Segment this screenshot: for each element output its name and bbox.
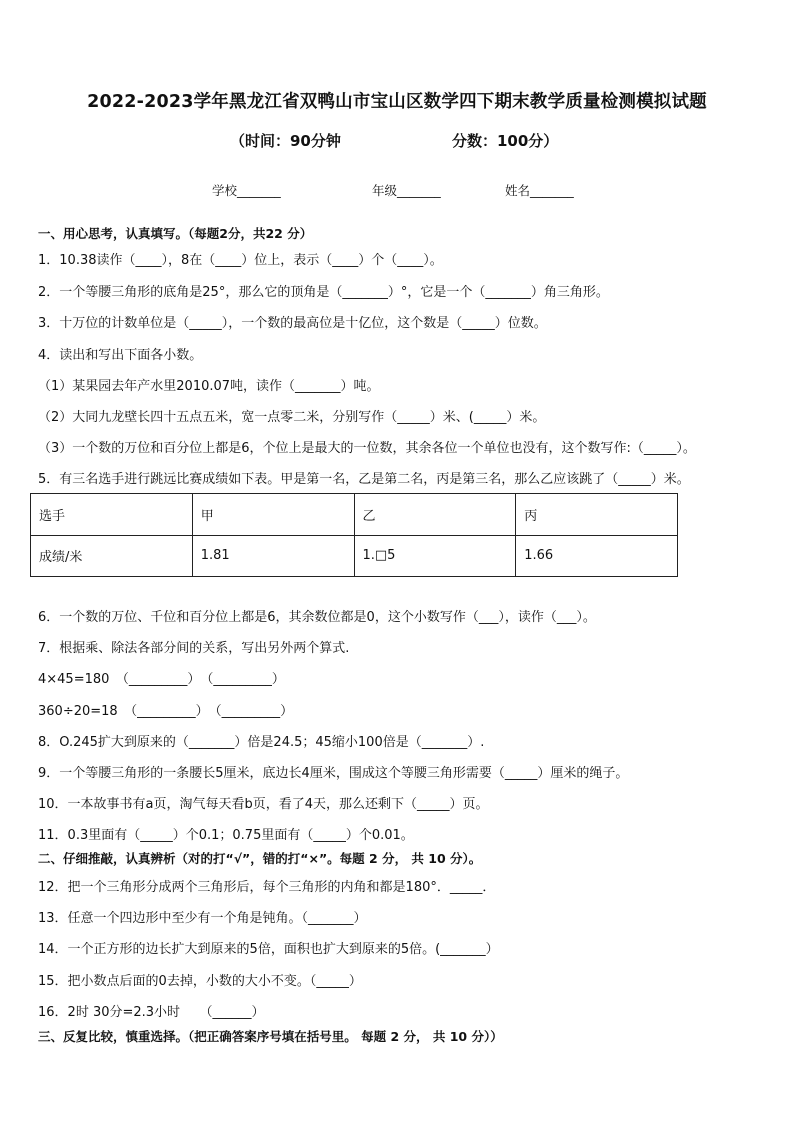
table-row — [31, 535, 678, 577]
question-16: 16．2时 30分=2.3小时 （______） — [38, 1005, 265, 1020]
exam-title: 2022-2023学年黑龙江省双鸭山市宝山区数学四下期末教学质量检测模拟试题 — [87, 92, 707, 112]
question-1: 1．10.38读作（____），8在（____）位上，表示（____）个（____）。 — [38, 253, 443, 268]
section-1-heading: 一、用心思考，认真填写。（每题2分，共22 分） — [38, 226, 313, 241]
question-4: 4．读出和写出下面各小数。 — [38, 348, 203, 363]
exam-time: （时间：90分钟 — [230, 132, 341, 150]
question-7-equation-a: 4×45=180 （_________） （_________） — [38, 672, 285, 687]
question-4-part-2: （2）大同九龙壁长四十五点五米，宽一点零二米，分别写作（_____）米、(_____）米。 — [38, 410, 546, 425]
table-header-cell: 乙 — [354, 494, 516, 536]
question-7-equation-b: 360÷20=18 （_________） （_________） — [38, 704, 294, 719]
name-field: 姓名_______ — [505, 183, 574, 198]
grade-field: 年级_______ — [372, 183, 441, 198]
scores-table — [30, 493, 678, 577]
table-cell: 成绩/米 — [31, 535, 193, 577]
question-13: 13．任意一个四边形中至少有一个角是钝角。（_______） — [38, 911, 367, 926]
table-header-cell: 丙 — [516, 494, 678, 536]
exam-score: 分数：100分） — [452, 132, 559, 150]
question-3: 3．十万位的计数单位是（_____），一个数的最高位是十亿位，这个数是（_____）位数。 — [38, 316, 547, 331]
question-9: 9．一个等腰三角形的一条腰长5厘米，底边长4厘米，围成这个等腰三角形需要（_____）厘米的绳子。 — [38, 766, 629, 781]
question-4-part-3: （3）一个数的万位和百分位上都是6，个位上是最大的一位数，其余各位一个单位也没有，这个数写作:（_____）。 — [38, 441, 696, 456]
question-8: 8．O.245扩大到原来的（_______）倍是24.5；45缩小100倍是（_______）. — [38, 735, 485, 750]
section-2-heading: 二、仔细推敲，认真辨析（对的打“√”，错的打“×”。每题 2 分， 共 10 分）。 — [38, 851, 482, 866]
school-field: 学校_______ — [212, 183, 281, 198]
table-header-cell: 甲 — [192, 494, 354, 536]
table-cell: 1.66 — [516, 535, 678, 577]
question-14: 14．一个正方形的边长扩大到原来的5倍，面积也扩大到原来的5倍。(_______） — [38, 942, 499, 957]
table-cell: 1.□5 — [354, 535, 516, 577]
section-3-heading: 三、反复比较，慎重选择。（把正确答案序号填在括号里。 每题 2 分， 共 10 分）） — [38, 1029, 503, 1044]
question-4-part-1: （1）某果园去年产水里2010.07吨，读作（_______）吨。 — [38, 379, 380, 394]
table-header-cell: 选手 — [31, 494, 193, 536]
question-12: 12．把一个三角形分成两个三角形后，每个三角形的内角和都是180°．_____． — [38, 880, 496, 895]
question-15: 15．把小数点后面的0去掉，小数的大小不变。（_____） — [38, 974, 362, 989]
question-11: 11．0.3里面有（_____）个0.1；0.75里面有（_____）个0.01。 — [38, 828, 414, 843]
question-10: 10．一本故事书有a页，淘气每天看b页，看了4天，那么还剩下（_____）页。 — [38, 797, 489, 812]
question-7: 7．根据乘、除法各部分间的关系，写出另外两个算式. — [38, 641, 350, 656]
question-6: 6．一个数的万位、千位和百分位上都是6，其余数位都是0，这个小数写作（___），读作（___）。 — [38, 610, 596, 625]
question-5: 5．有三名选手进行跳远比赛成绩如下表。甲是第一名，乙是第二名，丙是第三名，那么乙应该跳了（_____）米。 — [38, 472, 690, 487]
table-row — [31, 494, 678, 536]
question-2: 2．一个等腰三角形的底角是25°，那么它的顶角是（_______）°，它是一个（_______）角三角形。 — [38, 285, 609, 300]
table-cell: 1.81 — [192, 535, 354, 577]
